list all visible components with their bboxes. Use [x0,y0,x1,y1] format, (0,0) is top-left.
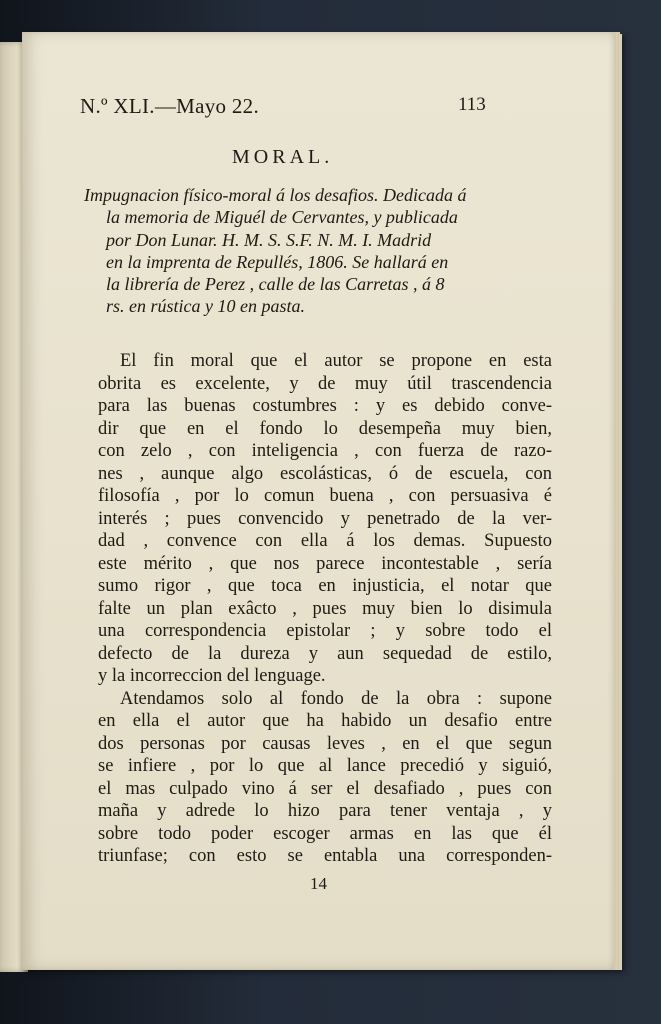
body-line: sobre todo poder escoger armas en las que él [98,823,552,844]
citation-line: rs. en rústica y 10 en pasta. [106,296,305,317]
citation-line: la librería de Perez , calle de las Carretas , á 8 [106,274,445,295]
body-line: interés ; pues convencido y penetrado de la ver- [98,508,552,529]
body-line: y la incorreccion del lenguage. [98,666,326,686]
body-line: este mérito , que nos parece incontestable , sería [98,553,552,574]
citation-line: en la imprenta de Repullés, 1806. Se hallará en [106,251,449,272]
body-line: El fin moral que el autor se propone en esta [120,351,552,371]
running-header: N.º XLI.—Mayo 22. [80,94,260,118]
citation-line: por Don Lunar. H. M. S. S.F. N. M. I. Madrid [106,229,432,250]
body-line: filosofía , por lo comun buena , con persuasiva é [98,486,552,506]
body-line: dad , convence con ella á los demas. Supuesto [98,531,552,551]
section-title: MORAL. [232,146,334,168]
body-line: se infiere , por lo que al lance precedió y siguió, [98,756,552,776]
citation-line: Impugnacion físico-moral á los desafios. Dedicada á [84,185,467,205]
body-text [98,350,552,868]
body-line: en ella el autor que ha habido un desafio entre [98,711,552,731]
body-line: para las buenas costumbres : y es debido conve- [98,396,552,416]
body-line: una correspondencia epistolar ; y sobre todo el [98,621,552,641]
book-citation [84,184,554,318]
body-line: dos personas por causas leves , en el que segun [98,733,552,754]
body-line: Atendamos solo al fondo de la obra : supone [120,688,552,709]
body-line: el mas culpado vino á ser el desafiado , pues con [98,778,552,799]
book-page [22,32,614,970]
citation-line: la memoria de Miguél de Cervantes, y publicada [106,207,458,228]
body-line: sumo rigor , que toca en injusticia, el notar que [98,576,552,596]
page-number: 113 [458,94,486,115]
body-line: obrita es excelente, y de muy útil trascendencia [98,373,552,394]
body-line: defecto de la dureza y aun sequedad de estilo, [98,643,552,664]
body-line: dir que en el fondo lo desempeña muy bien, [98,418,552,439]
body-line: triunfase; con esto se entabla una corresponden- [98,846,552,866]
signature-mark: 14 [310,874,327,893]
body-line: con zelo , con inteligencia , con fuerza de razo- [98,441,552,461]
body-line: nes , aunque algo escolásticas, ó de escuela, con [98,463,552,484]
body-line: maña y adrede lo hizo para tener ventaja , y [98,801,552,821]
body-line: falte un plan exâcto , pues muy bien lo disimula [98,598,552,619]
